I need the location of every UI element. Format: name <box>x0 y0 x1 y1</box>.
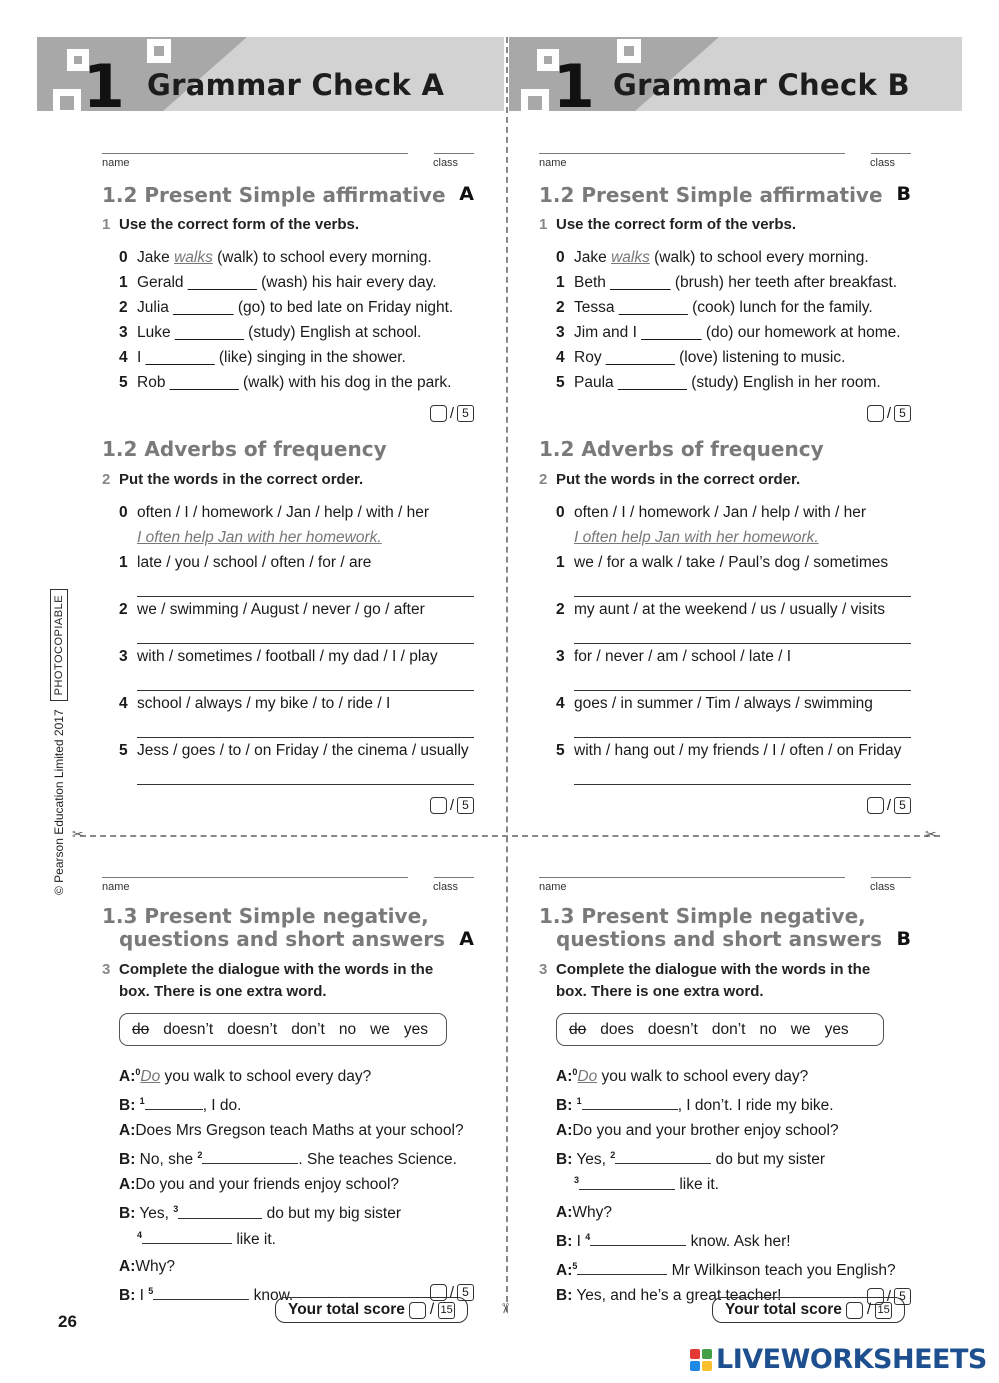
dialogue-line: B: $^1$ , I do. <box>119 1096 242 1115</box>
class-label: class <box>433 157 459 169</box>
decor-square <box>147 39 171 63</box>
score-input[interactable] <box>867 797 884 814</box>
dialogue-line: B: I $^4$ know. Ask her! <box>556 1231 791 1250</box>
dialogue-line: B: I $^5$ know. / 5 <box>119 1279 474 1308</box>
instruction: 3 Complete the dialogue with the words in the box. There is one extra word. <box>539 961 871 1000</box>
exercise-item: 2 we / swimming / August / never / go / after <box>119 601 425 618</box>
word: we <box>370 1020 390 1038</box>
name-class-row <box>539 141 911 171</box>
dialogue-line: A:Do you and your friends enjoy school? <box>119 1176 400 1194</box>
answer-blank[interactable] <box>590 1232 686 1246</box>
instruction: 2 Put the words in the correct order. <box>102 471 364 488</box>
name-class-row <box>102 141 474 171</box>
name-label: name <box>102 157 130 169</box>
score-box: / 5 <box>430 1281 474 1305</box>
exercise-item[interactable]: 5 Paula ________ (study) English in her room. <box>556 374 881 391</box>
class-label: class <box>433 881 459 893</box>
answer-blank[interactable] <box>582 1096 678 1110</box>
answer-blank[interactable] <box>579 1176 675 1190</box>
scissors-icon: ✂ <box>72 826 84 842</box>
word: no <box>338 1020 357 1038</box>
class-field[interactable] <box>434 877 474 878</box>
exercise-item: 5 Jess / goes / to / on Friday / the cinema / usually <box>119 742 469 759</box>
name-field[interactable] <box>539 153 845 154</box>
score-input[interactable] <box>430 405 447 422</box>
class-field[interactable] <box>871 153 911 154</box>
side-copyright <box>50 589 68 895</box>
word-box <box>119 1013 447 1046</box>
exercise-item: 3 for / never / am / school / late / I <box>556 648 792 665</box>
version-letter: B <box>896 183 911 205</box>
exercise-item[interactable]: 5 Rob ________ (walk) with his dog in the park. <box>119 374 452 391</box>
exercise-item[interactable]: 3 Luke ________ (study) English at school. <box>119 324 422 341</box>
instruction: 3 Complete the dialogue with the words in the box. There is one extra word. <box>102 961 434 1000</box>
instruction: 1 Use the correct form of the verbs. <box>102 216 360 233</box>
name-field[interactable] <box>102 153 408 154</box>
score-box: / 5 <box>867 1285 911 1309</box>
liveworksheets-text: LIVEWORKSHEETS <box>716 1344 987 1375</box>
example-answer: walks <box>174 249 213 266</box>
score-box: / 5 <box>102 793 474 817</box>
version-letter: B <box>896 928 911 950</box>
word: we <box>790 1020 811 1038</box>
answer-line[interactable] <box>137 763 474 785</box>
example-answer: walks <box>611 249 650 266</box>
exercise-item[interactable]: 1 Beth _______ (brush) her teeth after breakfast. <box>556 274 898 291</box>
scissors-icon: ✂ <box>497 1302 514 1315</box>
exercise-item[interactable]: 1 Gerald ________ (wash) his hair every day. <box>119 274 437 291</box>
liveworksheets-icon <box>690 1349 712 1371</box>
example-answer: I often help Jan with her homework. <box>137 529 382 546</box>
word: don’t <box>711 1020 746 1038</box>
word: yes <box>403 1020 429 1038</box>
section-title: 1.2 Adverbs of frequency <box>102 437 387 461</box>
word: no <box>759 1020 777 1038</box>
dialogue <box>102 1060 474 1308</box>
photocopiable-label: PHOTOCOPIABLE <box>50 589 68 701</box>
word: yes <box>824 1020 849 1038</box>
dialogue-line: B: Yes, $^2$ do but my sister <box>556 1150 826 1169</box>
version-letter: A <box>459 928 474 950</box>
section-title: 1.2 Present Simple affirmative B <box>539 183 911 207</box>
panel-b-bottom <box>539 865 911 1308</box>
section-title: 1.2 Adverbs of frequency <box>539 437 824 461</box>
unit-number: 1 <box>83 52 125 111</box>
name-class-row <box>539 865 911 895</box>
decor-square <box>521 89 549 111</box>
dialogue-line: A:Why? <box>556 1203 612 1221</box>
unit-number: 1 <box>553 52 595 111</box>
exercise-item[interactable]: 4 I ________ (like) singing in the shower. <box>119 349 406 366</box>
total-score-b: Your total score / 15 <box>712 1297 905 1323</box>
class-label: class <box>870 157 896 169</box>
scissors-icon: ✂ <box>925 826 937 842</box>
score-input[interactable] <box>867 405 884 422</box>
exercise-item: 3 with / sometimes / football / my dad / I / play <box>119 648 438 665</box>
dialogue-line: A:Do you and your brother enjoy school? <box>556 1122 839 1140</box>
section-title: 1.3 Present Simple negative, questions and short answers A <box>102 904 474 951</box>
dialogue-line: B: Yes, $^3$ do but my big sister <box>119 1204 402 1223</box>
name-class-row <box>102 865 474 895</box>
total-score-input[interactable] <box>846 1302 863 1319</box>
exercise-item: 1 we / for a walk / take / Paul’s dog / sometimes <box>556 554 889 571</box>
name-label: name <box>539 881 567 893</box>
exercise-item[interactable]: 2 Julia _______ (go) to bed late on Friday night. <box>119 299 454 316</box>
dialogue-line: A:$^0$Do you walk to school every day? <box>119 1067 372 1086</box>
dialogue-line: B: $^1$ , I don’t. I ride my bike. <box>556 1096 834 1115</box>
score-box: / 5 <box>539 793 911 817</box>
exercise-item: 4 school / always / my bike / to / ride / I <box>119 695 391 712</box>
section-title: 1.2 Present Simple affirmative A <box>102 183 474 207</box>
dialogue-line: A:Does Mrs Gregson teach Maths at your school? <box>119 1122 464 1140</box>
liveworksheets-logo <box>690 1344 987 1375</box>
score-box: / 5 <box>102 401 474 425</box>
answer-line[interactable] <box>574 763 911 785</box>
answer-blank[interactable] <box>615 1150 711 1164</box>
dialogue-line: B: No, she $^2$ . She teaches Science. <box>119 1150 457 1169</box>
score-box: / 5 <box>539 401 911 425</box>
answer-blank[interactable] <box>202 1150 298 1164</box>
answer-blank[interactable] <box>178 1205 262 1219</box>
exercise-item[interactable]: 4 Roy ________ (love) listening to music. <box>556 349 846 366</box>
name-label: name <box>102 881 130 893</box>
name-label: name <box>539 157 567 169</box>
decor-square <box>53 89 81 111</box>
answer-blank[interactable] <box>577 1261 667 1275</box>
answer-blank[interactable] <box>145 1096 203 1110</box>
name-field[interactable] <box>539 877 845 878</box>
panel-b-top <box>539 141 911 817</box>
exercise-item[interactable]: 2 Tessa ________ (cook) lunch for the family. <box>556 299 873 316</box>
vertical-cut-line <box>506 37 508 1312</box>
answer-line[interactable] <box>137 669 474 691</box>
exercise-item: 0 often / I / homework / Jan / help / with / her <box>556 504 867 521</box>
class-field[interactable] <box>871 877 911 878</box>
word: don’t <box>291 1020 325 1038</box>
exercise-item: 2 my aunt / at the weekend / us / usually / visits <box>556 601 886 618</box>
word-box <box>556 1013 884 1046</box>
exercise-item: 0 often / I / homework / Jan / help / with / her <box>119 504 430 521</box>
dialogue-line: $^3$ like it. <box>574 1175 719 1194</box>
total-score-a: Your total score / 15 <box>275 1297 468 1323</box>
exercise-item: 0 Jake walks (walk) to school every morning. <box>556 249 869 266</box>
copyright-text: © Pearson Education Limited 2017 <box>52 709 66 895</box>
answer-line[interactable] <box>137 575 474 597</box>
dialogue-line: A:$^0$Do you walk to school every day? <box>556 1067 809 1086</box>
header-a <box>37 37 504 111</box>
answer-line[interactable] <box>137 716 474 738</box>
class-field[interactable] <box>434 153 474 154</box>
section-title: 1.3 Present Simple negative, questions and short answers B <box>539 904 911 951</box>
word: doesn’t <box>227 1020 278 1038</box>
answer-line[interactable] <box>574 669 911 691</box>
example-answer: I often help Jan with her homework. <box>574 529 819 546</box>
word-used: do <box>132 1020 150 1038</box>
word: doesn’t <box>163 1020 214 1038</box>
answer-blank[interactable] <box>142 1230 232 1244</box>
dialogue-line: A:$^5$ Mr Wilkinson teach you English? <box>556 1260 896 1279</box>
instruction: 1 Use the correct form of the verbs. <box>539 216 797 233</box>
dialogue-line: $^4$ like it. <box>137 1229 276 1248</box>
panel-a-top <box>102 141 474 817</box>
score-input[interactable] <box>430 797 447 814</box>
header-title: Grammar Check B <box>613 68 910 102</box>
horizontal-cut-line <box>80 835 940 837</box>
word-used: do <box>569 1020 587 1038</box>
answer-line[interactable] <box>574 622 911 644</box>
header-b <box>509 37 962 111</box>
page-number: 26 <box>58 1312 77 1331</box>
answer-line[interactable] <box>574 716 911 738</box>
answer-line[interactable] <box>137 622 474 644</box>
instruction: 2 Put the words in the correct order. <box>539 471 801 488</box>
dialogue-line: A:Why? <box>119 1257 175 1275</box>
word: doesn’t <box>647 1020 698 1038</box>
answer-line[interactable] <box>574 575 911 597</box>
total-score-input[interactable] <box>409 1302 426 1319</box>
dialogue <box>539 1060 911 1308</box>
answer-blank[interactable] <box>153 1286 249 1300</box>
name-field[interactable] <box>102 877 408 878</box>
decor-square <box>617 39 641 63</box>
exercise-item: 0 Jake walks (walk) to school every morning. <box>119 249 432 266</box>
exercise-item: 4 goes / in summer / Tim / always / swimming <box>556 695 873 712</box>
panel-a-bottom <box>102 865 474 1308</box>
exercise-item: 1 late / you / school / often / for / are <box>119 554 372 571</box>
exercise-item: 5 with / hang out / my friends / I / often / on Friday <box>556 742 902 759</box>
word: does <box>600 1020 634 1038</box>
class-label: class <box>870 881 896 893</box>
dialogue-line: B: Yes, and he’s a great teacher! / 5 <box>556 1283 911 1308</box>
exercise-item[interactable]: 3 Jim and I _______ (do) our homework at home. <box>556 324 901 341</box>
version-letter: A <box>459 183 474 205</box>
header-title: Grammar Check A <box>147 68 445 102</box>
